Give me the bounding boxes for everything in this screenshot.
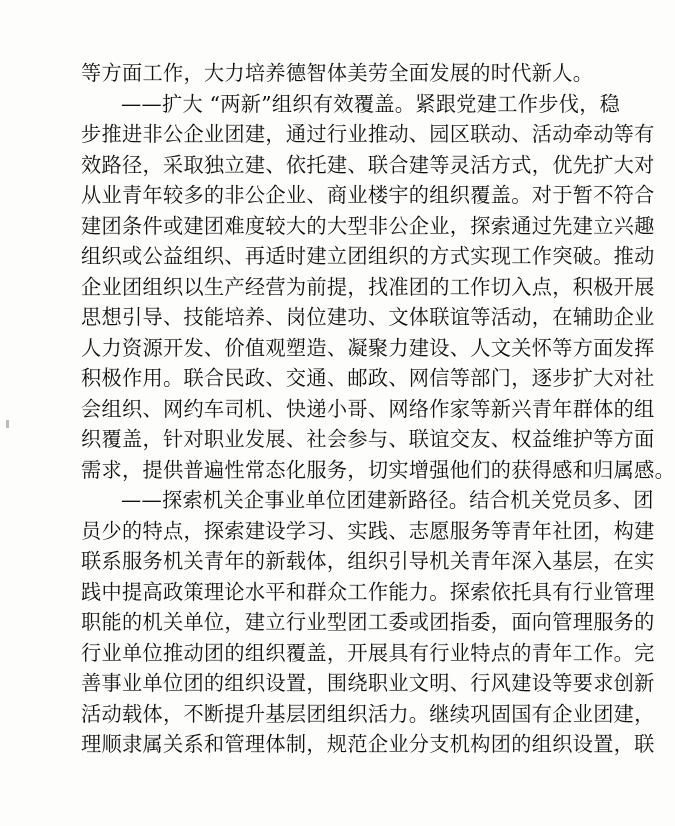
- text-line: 建团条件或建团难度较大的大型非公企业，探索通过先建立兴趣: [81, 213, 655, 238]
- text-line: 践中提高政策理论水平和群众工作能力。探索依托具有行业管理: [81, 579, 655, 604]
- text-line: 步推进非公企业团建，通过行业推动、园区联动、活动牵动等有: [81, 122, 655, 146]
- text-line: 等方面工作，大力培养德智体美劳全面发展的时代新人。: [81, 61, 594, 85]
- text-line: 理顺隶属关系和管理体制，规范企业分支机构团的组织设置，联: [81, 732, 655, 756]
- body-text: [81, 58, 675, 760]
- text-line: 联系服务机关青年的新载体，组织引导机关青年深入基层，在实: [81, 549, 655, 573]
- text-line: ——探索机关企事业单位团建新路径。结合机关党员多、团: [121, 488, 654, 512]
- text-line: 行业单位推动团的组织覆盖，开展具有行业特点的青年工作。完: [81, 640, 655, 665]
- text-line: 从业青年较多的非公企业、商业楼宇的组织覆盖。对于暂不符合: [81, 183, 655, 207]
- text-line: 积极作用。联合民政、交通、邮政、网信等部门，逐步扩大对社: [81, 366, 655, 390]
- text-line: ——扩大 “两新”组织有效覆盖。紧跟党建工作步伐，稳: [121, 91, 621, 116]
- text-line: 效路径，采取独立建、依托建、联合建等灵活方式，优先扩大对: [81, 152, 655, 177]
- text-line: 善事业单位团的组织设置，围绕职业文明、行风建设等要求创新: [81, 671, 655, 695]
- text-line: 人力资源开发、价值观塑造、凝聚力建设、人文关怀等方面发挥: [81, 335, 655, 360]
- text-line: 活动载体，不断提升基层团组织活力。继续巩固国有企业团建，: [81, 701, 655, 726]
- text-line: 思想引导、技能培养、岗位建功、文体联谊等活动，在辅助企业: [81, 305, 655, 329]
- scan-edge-mark: [6, 420, 9, 428]
- text-line: 需求，提供普遍性常态化服务，切实增强他们的获得感和归属感。: [81, 457, 675, 482]
- text-line: 职能的机关单位，建立行业型团工委或团指委，面向管理服务的: [81, 610, 655, 634]
- text-line: 组织或公益组织、再适时建立团组织的方式实现工作突破。推动: [81, 244, 655, 268]
- text-line: 会组织、网约车司机、快递小哥、网络作家等新兴青年群体的组: [81, 396, 655, 421]
- text-line: 织覆盖，针对职业发展、社会参与、联谊交友、权益维护等方面: [81, 427, 655, 451]
- text-line: 企业团组织以生产经营为前提，找准团的工作切入点，积极开展: [81, 274, 655, 299]
- text-line: 员少的特点，探索建设学习、实践、志愿服务等青年社团，构建: [81, 518, 655, 543]
